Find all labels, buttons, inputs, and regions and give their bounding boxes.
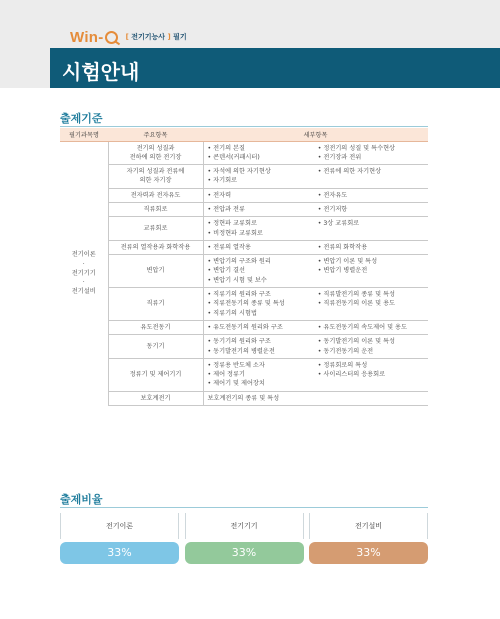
column-header: 필기과목명 (60, 128, 108, 141)
logo: Win- (70, 29, 118, 46)
detail-item: • 직류전동기의 이론 및 용도 (318, 299, 424, 308)
table-row (60, 288, 428, 321)
subject-line: 전기이론 (71, 251, 96, 259)
main-item-line: 전하에 의한 전기장 (129, 153, 182, 161)
subject-line: 전기기기 (71, 269, 96, 277)
ratio-label: 전기이론 (60, 513, 179, 539)
main-item-line: 유도전동기 (140, 323, 171, 331)
breadcrumb: [ 전기기능사 ] 필기 (125, 33, 187, 41)
table-row (60, 255, 428, 288)
detail-item: • 정류회로의 특성 (318, 361, 424, 370)
main-item-cell (108, 240, 203, 254)
detail-item: • 직류전동기의 종류 및 특성 (208, 299, 314, 308)
section-divider (60, 507, 428, 508)
detail-item: • 동기기의 원리와 구조 (208, 337, 314, 346)
detail-item: • 변압기 이론 및 특성 (318, 257, 424, 266)
detail-item: • 사이리스터의 응용회로 (318, 370, 424, 379)
table-row (60, 240, 428, 254)
section-title-criteria: 출제기준 (60, 112, 103, 125)
detail-item: • 자석에 의한 자기현상 (208, 167, 314, 176)
detail-cell (203, 202, 428, 216)
detail-item: • 변압기 결선 (208, 266, 314, 275)
column-header: 세부항목 (203, 128, 428, 141)
detail-item: • 전압과 전류 (208, 205, 314, 214)
detail-cell (203, 165, 428, 189)
table-row (60, 141, 428, 165)
detail-item: • 자기회로 (208, 176, 314, 185)
detail-item: • 동기전동기의 운전 (318, 347, 424, 356)
logo-q-mark (105, 31, 118, 44)
ratio-label: 전기설비 (309, 513, 428, 539)
detail-cell (203, 335, 428, 359)
main-item-cell (108, 358, 203, 391)
detail-item: • 정류용 반도체 소자 (208, 361, 314, 370)
main-item-cell (108, 188, 203, 202)
subject-line: · (82, 260, 85, 268)
detail-cell (203, 255, 428, 288)
exam-criteria-table (60, 128, 428, 406)
ratio-item (309, 513, 428, 564)
detail-item: • 제어기 및 제어장치 (208, 379, 314, 388)
main-item-line: 직류기 (146, 300, 165, 308)
main-item-line: 정류기 및 제어기기 (129, 371, 182, 379)
detail-cell (203, 320, 428, 334)
brand-bar (70, 29, 187, 45)
detail-cell (203, 141, 428, 165)
detail-item: • 유도전동기의 속도제어 및 용도 (318, 323, 424, 332)
main-item-cell (108, 255, 203, 288)
main-item-line: 전자력과 전자유도 (130, 191, 181, 199)
main-item-cell (108, 335, 203, 359)
main-item-line: 변압기 (146, 267, 165, 275)
detail-item: • 동기발전기의 병렬운전 (208, 347, 314, 356)
column-header: 주요항목 (108, 128, 203, 141)
detail-cell (203, 217, 428, 241)
main-item-line: 교류회로 (143, 224, 168, 232)
table-row (60, 358, 428, 391)
main-item-line: 동기기 (146, 342, 165, 350)
main-item-line: 전기의 성질과 (136, 144, 175, 152)
main-item-cell (108, 141, 203, 165)
detail-cell (203, 240, 428, 254)
detail-item: • 직류기의 원리와 구조 (208, 290, 314, 299)
main-item-line: 전류의 열작용과 화학작용 (120, 243, 191, 251)
detail-item: • 전류의 열작용 (208, 243, 314, 252)
detail-item: • 콘덴서(커패시터) (208, 153, 314, 162)
detail-item: • 전기의 본질 (208, 144, 314, 153)
section-title-ratio: 출제비율 (60, 493, 103, 506)
detail-item: • 전자유도 (318, 191, 424, 200)
subject-line: · (82, 279, 85, 287)
detail-item: • 정전기의 성질 및 특수현상 (318, 144, 424, 153)
main-item-cell (108, 202, 203, 216)
detail-item: • 전류에 의한 자기현상 (318, 167, 424, 176)
detail-item: • 변압기 병렬운전 (318, 266, 424, 275)
detail-item: • 비정현파 교류회로 (208, 229, 314, 238)
detail-item: • 직류발전기의 종류 및 특성 (318, 290, 424, 299)
subject-line: 전기설비 (71, 288, 96, 296)
table-row (60, 165, 428, 189)
main-item-line: 자기의 성질과 전류에 (126, 168, 185, 176)
section-divider (60, 126, 428, 127)
ratio-label: 전기기기 (185, 513, 304, 539)
table-row (60, 202, 428, 216)
table-row (60, 188, 428, 202)
table-header-row (60, 128, 428, 141)
detail-item: • 전자력 (208, 191, 314, 200)
ratio-item (60, 513, 179, 564)
main-item-cell (108, 165, 203, 189)
ratio-bar: 33% (185, 542, 304, 564)
detail-item: • 제어 정류기 (208, 370, 314, 379)
detail-item: 보호계전기의 종류 및 특성 (207, 394, 280, 402)
detail-cell (203, 288, 428, 321)
table-row (60, 320, 428, 334)
subject-cell (60, 141, 108, 406)
detail-cell (203, 391, 428, 405)
table-row (60, 391, 428, 405)
ratio-item (185, 513, 304, 564)
detail-item: • 변압기의 구조와 원리 (208, 257, 314, 266)
main-item-line: 직류회로 (143, 205, 168, 213)
detail-item: • 유도전동기의 원리와 구조 (208, 323, 314, 332)
detail-item: • 변압기 시험 및 보수 (208, 276, 314, 285)
title-band (50, 48, 500, 88)
detail-item: • 전기장과 전위 (318, 153, 424, 162)
ratio-bar: 33% (309, 542, 428, 564)
main-item-line: 보호계전기 (140, 394, 171, 402)
detail-cell (203, 188, 428, 202)
ratio-bar: 33% (60, 542, 179, 564)
main-item-cell (108, 391, 203, 405)
detail-cell (203, 358, 428, 391)
detail-item: • 직류기의 시험법 (208, 309, 314, 318)
main-item-line: 의한 자기장 (139, 177, 172, 185)
main-item-cell (108, 320, 203, 334)
detail-item: • 동기발전기의 이론 및 특성 (318, 337, 424, 346)
main-item-cell (108, 217, 203, 241)
page-title: 시험안내 (62, 60, 140, 84)
ratio-panel (60, 513, 428, 564)
table-row (60, 335, 428, 359)
table-row (60, 217, 428, 241)
detail-item: • 3상 교류회로 (318, 219, 424, 228)
main-item-cell (108, 288, 203, 321)
detail-item: • 정현파 교류회로 (208, 219, 314, 228)
detail-item: • 전기저항 (318, 205, 424, 214)
detail-item: • 전류의 화학작용 (318, 243, 424, 252)
